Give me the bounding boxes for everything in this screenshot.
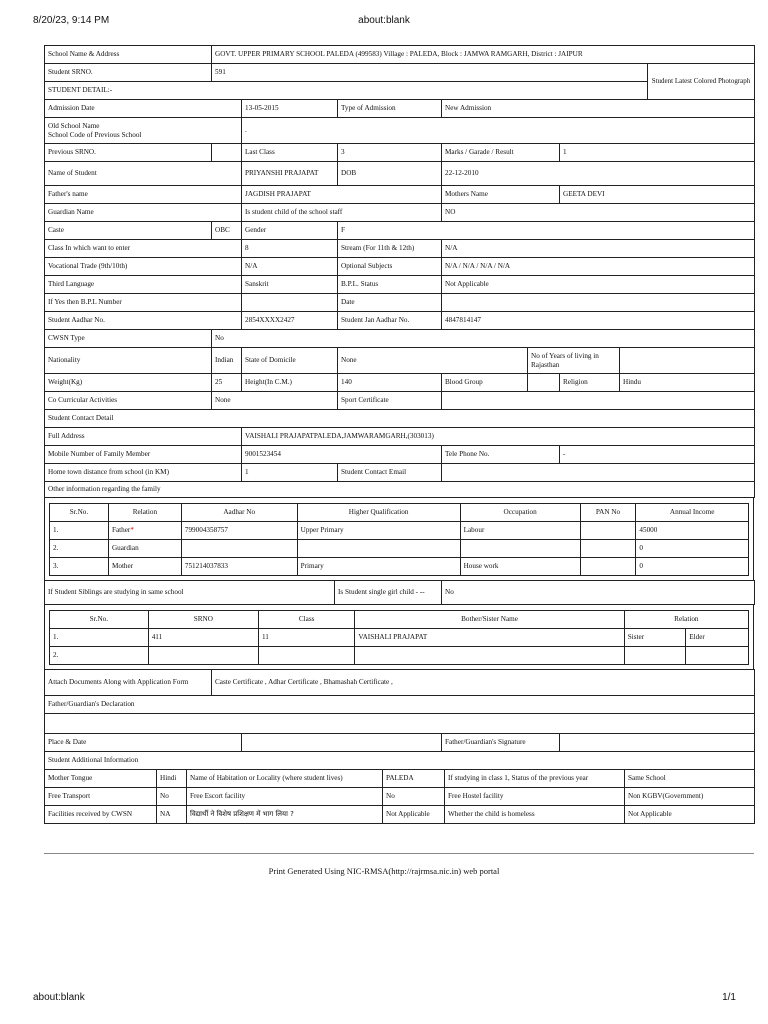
religion-value: Hindu (620, 374, 755, 392)
page-number: 1/1 (722, 992, 736, 1003)
marks-label: Marks / Garade / Result (442, 144, 560, 162)
sibling-row-relation: Sister (624, 629, 686, 647)
years-living-label: No of Years of living in Rajasthan (528, 348, 620, 374)
documents-table (44, 669, 755, 770)
bpl-number-label: If Yes then B.P.L Number (45, 294, 242, 312)
religion-label: Religion (560, 374, 620, 392)
family-header-aadhar: Aadhar No (181, 504, 297, 522)
domicile-value: None (338, 348, 528, 374)
attach-documents-value: Caste Certificate , Adhar Certificate , Bhamashah Certificate , (212, 670, 755, 696)
nationality-label: Nationality (45, 348, 212, 374)
family-row-pan (580, 558, 636, 576)
years-living-value (620, 348, 755, 374)
cocurricular-label: Co Curricular Activities (45, 392, 212, 410)
aadhar-label: Student Aadhar No. (45, 312, 242, 330)
type-admission-label: Type of Admission (338, 100, 442, 118)
stream-value: N/A (442, 240, 755, 258)
required-star: * (130, 526, 134, 535)
student-form (44, 45, 754, 824)
family-table (49, 503, 749, 576)
stream-label: Stream (For 11th & 12th) (338, 240, 442, 258)
prev-srno-value (212, 144, 242, 162)
sibling-row-relation (624, 647, 686, 665)
height-label: Height(In C.M.) (242, 374, 338, 392)
family-row-qualification: Primary (297, 558, 460, 576)
address-value: VAISHALI PRAJAPATPALEDA,JAMWARAMGARH,(303013) (242, 428, 755, 446)
weight-label: Weight(Kg) (45, 374, 212, 392)
domicile-label: State of Domicile (242, 348, 338, 374)
siblings-table-wrap (44, 605, 754, 670)
class-enter-label: Class In which want to enter (45, 240, 242, 258)
sibling-header-srno: Sr.No. (50, 611, 149, 629)
declaration-space (45, 714, 755, 734)
caste-value: OBC (212, 222, 242, 240)
school-header-table (44, 45, 755, 100)
family-row-sr: 1. (50, 522, 109, 540)
table-row (50, 540, 749, 558)
old-school-value: . (242, 118, 755, 144)
family-row-sr: 3. (50, 558, 109, 576)
photo-placeholder: Student Latest Colored Photograph (648, 64, 755, 100)
print-page-title: about:blank (358, 15, 410, 26)
gender-value: F (338, 222, 755, 240)
sibling-row-sr: 2. (50, 647, 149, 665)
siblings-question-table (44, 580, 755, 605)
bpl-status-value: Not Applicable (442, 276, 755, 294)
family-header-occupation: Occupation (460, 504, 580, 522)
single-girl-value: No (442, 581, 755, 605)
type-admission-value: New Admission (442, 100, 755, 118)
free-escort-label: Free Escort facility (187, 788, 383, 806)
caste-label: Caste (45, 222, 212, 240)
blood-group-value (528, 374, 560, 392)
telephone-value: - (560, 446, 755, 464)
nationality-value: Indian (212, 348, 242, 374)
vocational-label: Vocational Trade (9th/10th) (45, 258, 242, 276)
distance-value: 1 (242, 464, 338, 482)
contact-section-heading: Student Contact Detail (45, 410, 755, 428)
family-row-relation (108, 522, 181, 540)
guardian-name-label: Guardian Name (45, 204, 242, 222)
additional-info-table (44, 769, 755, 824)
siblings-studying-label: If Student Siblings are studying in same school (45, 581, 335, 605)
vocational-value: N/A (242, 258, 338, 276)
srno-label: Student SRNO. (45, 64, 212, 82)
footer-url: about:blank (33, 992, 85, 1003)
aadhar-value: 2854XXXX2427 (242, 312, 338, 330)
srno-value: 591 (212, 64, 648, 82)
student-detail-heading: STUDENT DETAIL:- (45, 82, 648, 100)
family-row-qualification: Upper Primary (297, 522, 460, 540)
father-name-value: JAGDISH PRAJAPAT (242, 186, 442, 204)
homeless-label: Whether the child is homeless (445, 806, 625, 824)
jan-aadhar-label: Student Jan Aadhar No. (338, 312, 442, 330)
family-row-aadhar: 799004358757 (181, 522, 297, 540)
family-section-heading: Other information regarding the family (45, 482, 755, 498)
family-row-income: 0 (636, 540, 749, 558)
place-date-value (242, 734, 442, 752)
mother-tongue-label: Mother Tongue (45, 770, 157, 788)
attach-documents-label: Attach Documents Along with Application Form (45, 670, 212, 696)
free-hostel-label: Free Hostel facility (445, 788, 625, 806)
telephone-label: Tele Phone No. (442, 446, 560, 464)
footer-divider (44, 853, 754, 854)
print-generated-note: Print Generated Using NIC-RMSA(http://rajrmsa.nic.in) web portal (268, 866, 500, 876)
bpl-number-value (242, 294, 338, 312)
sibling-row-relation-detail: Elder (686, 629, 749, 647)
class1-status-value: Same School (625, 770, 755, 788)
declaration-heading: Father/Guardian's Declaration (45, 696, 755, 714)
family-row-relation: Guardian (108, 540, 181, 558)
family-row-aadhar (181, 540, 297, 558)
prev-srno-label: Previous SRNO. (45, 144, 212, 162)
table-row (50, 647, 749, 665)
cwsn-facilities-label: Facilities received by CWSN (45, 806, 157, 824)
family-row-relation: Mother (108, 558, 181, 576)
blood-group-label: Blood Group (442, 374, 528, 392)
dob-value: 22-12-2010 (442, 162, 755, 186)
third-language-label: Third Language (45, 276, 242, 294)
old-school-label: Old School Name School Code of Previous School (45, 118, 242, 144)
table-row (50, 522, 749, 540)
last-class-value: 3 (338, 144, 442, 162)
cwsn-type-label: CWSN Type (45, 330, 212, 348)
father-name-label: Father's name (45, 186, 242, 204)
free-hostel-value: Non KGBV(Government) (625, 788, 755, 806)
date-value (442, 294, 755, 312)
class-enter-value: 8 (242, 240, 338, 258)
staff-child-value: NO (442, 204, 755, 222)
height-value: 140 (338, 374, 442, 392)
family-row-pan (580, 540, 636, 558)
student-name-label: Name of Student (45, 162, 242, 186)
sibling-header-relation: Relation (624, 611, 748, 629)
sibling-row-relation-detail (686, 647, 749, 665)
third-language-value: Sanskrit (242, 276, 338, 294)
signature-label: Father/Guardian's Signature (442, 734, 560, 752)
family-row-sr: 2. (50, 540, 109, 558)
sibling-row-name (355, 647, 624, 665)
last-class-label: Last Class (242, 144, 338, 162)
email-label: Student Contact Email (338, 464, 442, 482)
family-row-qualification (297, 540, 460, 558)
habitation-value: PALEDA (383, 770, 445, 788)
student-name-value: PRIYANSHI PRAJAPAT (242, 162, 338, 186)
family-row-aadhar: 751214037833 (181, 558, 297, 576)
sibling-row-sr: 1. (50, 629, 149, 647)
sibling-header-class: Class (258, 611, 354, 629)
cocurricular-value: None (212, 392, 338, 410)
student-detail-table (44, 99, 755, 498)
print-datetime: 8/20/23, 9:14 PM (33, 15, 110, 26)
homeless-value: Not Applicable (625, 806, 755, 824)
admission-date-label: Admission Date (45, 100, 242, 118)
cwsn-facilities-value: NA (157, 806, 187, 824)
family-table-wrap (44, 498, 754, 581)
marks-value: 1 (560, 144, 755, 162)
class1-status-label: If studying in class 1, Status of the previous year (445, 770, 625, 788)
family-header-qualification: Higher Qualification (297, 504, 460, 522)
weight-value: 25 (212, 374, 242, 392)
mobile-value: 9001523454 (242, 446, 442, 464)
jan-aadhar-value: 4847814147 (442, 312, 755, 330)
table-row (50, 629, 749, 647)
bpl-status-label: B.P.L. Status (338, 276, 442, 294)
date-label: Date (338, 294, 442, 312)
optional-subjects-value: N/A / N/A / N/A / N/A (442, 258, 755, 276)
distance-label: Home town distance from school (in KM) (45, 464, 242, 482)
family-row-occupation: House work (460, 558, 580, 576)
habitation-label: Name of Habitation or Locality (where student lives) (187, 770, 383, 788)
sibling-header-name: Bother/Sister Name (355, 611, 624, 629)
special-training-label: विद्यार्थी ने विशेष प्रशिक्षण में भाग लिया ? (187, 806, 383, 824)
mother-tongue-value: Hindi (157, 770, 187, 788)
sibling-row-class: 11 (258, 629, 354, 647)
staff-child-label: Is student child of the school staff (242, 204, 442, 222)
relation-text: Father (111, 526, 131, 535)
cwsn-type-value: No (212, 330, 755, 348)
family-row-occupation: Labour (460, 522, 580, 540)
signature-value (560, 734, 755, 752)
free-transport-label: Free Transport (45, 788, 157, 806)
family-row-pan (580, 522, 636, 540)
mobile-label: Mobile Number of Family Member (45, 446, 242, 464)
siblings-table (49, 610, 749, 665)
single-girl-label: Is Student single girl child - -- (335, 581, 442, 605)
admission-date-value: 13-05-2015 (242, 100, 338, 118)
optional-subjects-label: Optional Subjects (338, 258, 442, 276)
family-row-occupation (460, 540, 580, 558)
mother-name-value: GEETA DEVI (560, 186, 755, 204)
school-name-value: GOVT. UPPER PRIMARY SCHOOL PALEDA (499583) Village : PALEDA, Block : JAMWA RAMGARH, District : JAIPUR (212, 46, 755, 64)
sibling-row-name: VAISHALI PRAJAPAT (355, 629, 624, 647)
family-row-income: 0 (636, 558, 749, 576)
family-header-srno: Sr.No. (50, 504, 109, 522)
email-value (442, 464, 755, 482)
place-date-label: Place & Date (45, 734, 242, 752)
school-name-label: School Name & Address (45, 46, 212, 64)
sport-certificate-value (442, 392, 755, 410)
additional-info-heading: Student Additional Information (45, 752, 755, 770)
mother-name-label: Mothers Name (442, 186, 560, 204)
free-escort-value: No (383, 788, 445, 806)
dob-label: DOB (338, 162, 442, 186)
sibling-row-srno: 411 (148, 629, 258, 647)
gender-label: Gender (242, 222, 338, 240)
sibling-header-srno-id: SRNO (148, 611, 258, 629)
family-header-relation: Relation (108, 504, 181, 522)
family-row-income: 45000 (636, 522, 749, 540)
free-transport-value: No (157, 788, 187, 806)
sport-certificate-label: Sport Certificate (338, 392, 442, 410)
table-row (50, 558, 749, 576)
special-training-value: Not Applicable (383, 806, 445, 824)
family-header-pan: PAN No (580, 504, 636, 522)
address-label: Full Address (45, 428, 242, 446)
sibling-row-class (258, 647, 354, 665)
family-header-income: Annual Income (636, 504, 749, 522)
sibling-row-srno (148, 647, 258, 665)
